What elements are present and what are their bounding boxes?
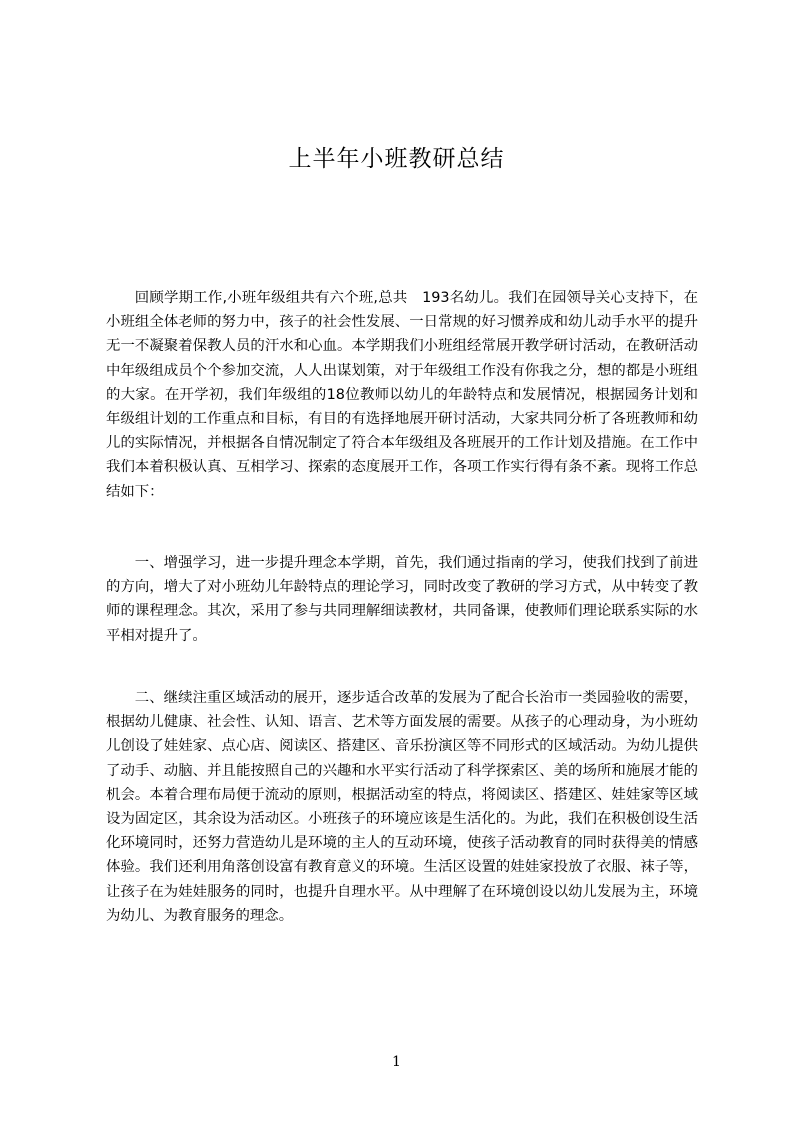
page-number: 1 [392, 1054, 401, 1070]
paragraph-intro: 回顾学期工作,小班年级组共有六个班,总共 193名幼儿。我们在园领导关心支持下，在小班组全体老师的努力中，孩子的社会性发展、一日常规的好习惯养成和幼儿动手水平的提升无一不凝聚着保教人员的汗水和心血。本学期我们小班组经常展开教学研讨活动，在教研活动中年级组成员个个参加交流，人人出谋划策，对于年级组工作没有你我之分，想的都是小班组的大家。在开学初，我们年级组的18位教师以幼儿的年龄特点和发展情况，根据园务计划和年级组计划的工作重点和目标，有目的有选择地展开研讨活动，大家共同分析了各班教师和幼儿的实际情况，并根据各自情况制定了符合本年级组及各班展开的工作计划及措施。在工作中我们本着积极认真、互相学习、探索的态度展开工作，各项工作实行得有条不紊。现将工作总结如下： [106, 290, 698, 500]
document-title: 上半年小班教研总结 [288, 146, 505, 172]
paragraph-section-2: 二、继续注重区域活动的展开，逐步适合改革的发展为了配合长治市一类园验收的需要，根据幼儿健康、社会性、认知、语言、艺术等方面发展的需要。从孩子的心理动身，为小班幼儿创设了娃娃家、点心店、阅读区、搭建区、音乐扮演区等不同形式的区域活动。为幼儿提供了动手、动脑、并且能按照自己的兴趣和水平实行活动了科学探索区、美的场所和施展才能的机会。本着合理布局便于流动的原则，根据活动室的特点，将阅读区、搭建区、娃娃家等区域设为固定区，其余设为活动区。小班孩子的环境应该是生活化的。为此，我们在积极创设生活化环境同时，还努力营造幼儿是环境的主人的互动环境，使孩子活动教育的同时获得美的情感体验。我们还利用角落创设富有教育意义的环境。生活区设置的娃娃家投放了衣服、袜子等，让孩子在为娃娃服务的同时，也提升自理水平。从中理解了在环境创设以幼儿发展为主，环境为幼儿、为教育服务的理念。 [106, 690, 698, 924]
paragraph-section-1: 一、增强学习，进一步提升理念本学期，首先，我们通过指南的学习，使我们找到了前进的方向，增大了对小班幼儿年龄特点的理论学习，同时改变了教研的学习方式，从中转变了教师的课程理念。其次，采用了参与共同理解细读教材，共同备课，使教师们理论联系实际的水平相对提升了。 [106, 555, 698, 644]
